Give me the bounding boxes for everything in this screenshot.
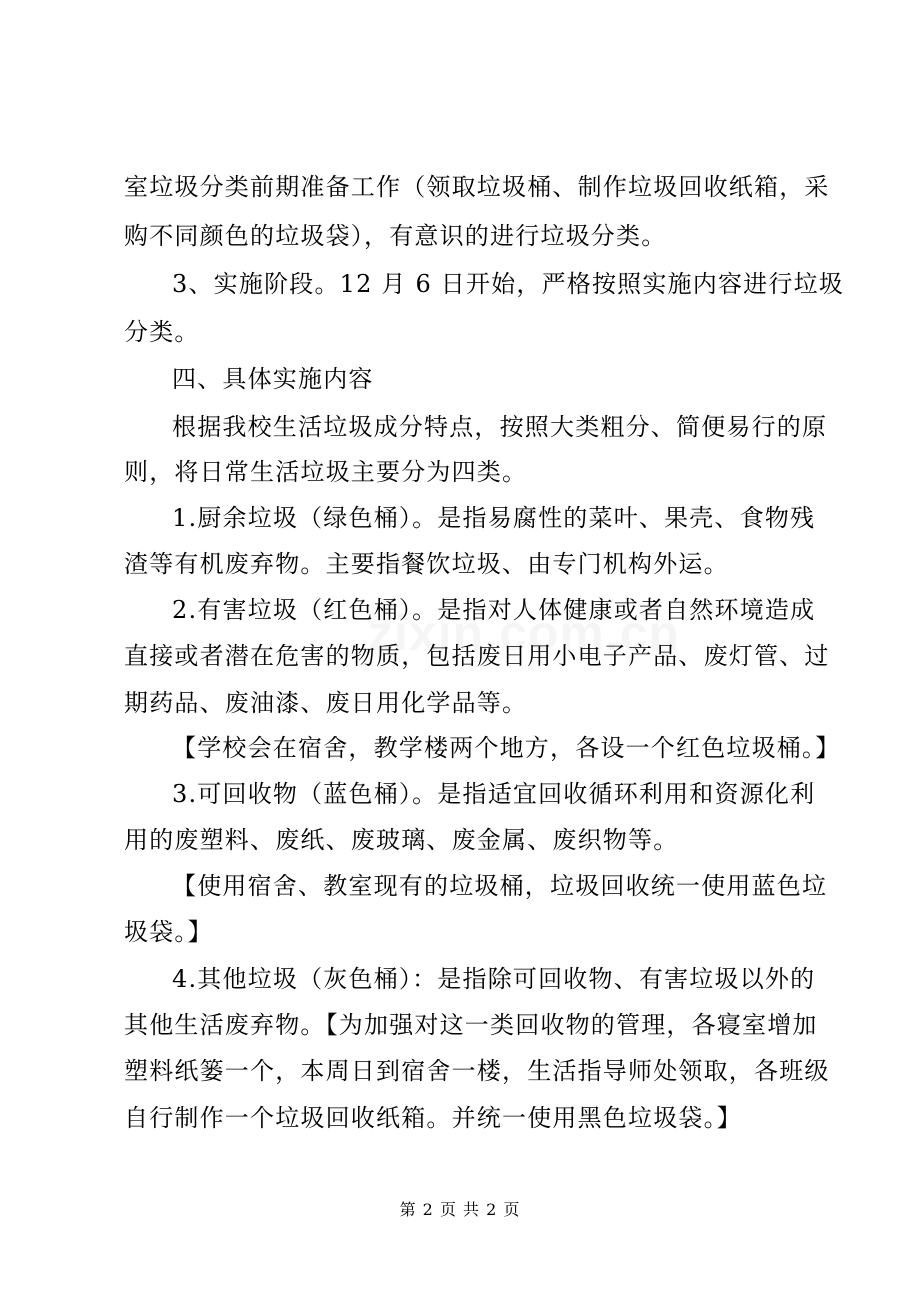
paragraph-line: 分类。 <box>124 318 200 346</box>
paragraph-line: 根据我校生活垃圾成分特点，按照大类粗分、简便易行的原 <box>172 413 828 441</box>
paragraph-line: 【使用宿舍、教室现有的垃圾桶，垃圾回收统一使用蓝色垃 <box>172 872 828 900</box>
paragraph-line: 2.有害垃圾（红色桶）。是指对人体健康或者自然环境造成 <box>172 596 816 624</box>
paragraph-line: 3、实施阶段。12 月 6 日开始，严格按照实施内容进行垃圾 <box>172 270 844 298</box>
paragraph-line: 则，将日常生活垃圾主要分为四类。 <box>124 458 528 486</box>
section-heading: 四、具体实施内容 <box>172 365 374 393</box>
paragraph-line: 其他生活废弃物。【为加强对这一类回收物的管理，各寝室增加 <box>124 1011 818 1039</box>
paragraph-line: 圾袋。】 <box>124 918 213 946</box>
paragraph-line: 塑料纸篓一个，本周日到宿舍一楼，生活指导师处领取，各班级 <box>124 1057 830 1085</box>
paragraph-line: 自行制作一个垃圾回收纸箱。并统一使用黑色垃圾袋。】 <box>124 1104 742 1132</box>
paragraph-line: 用的废塑料、废纸、废玻璃、废金属、废织物等。 <box>124 826 679 854</box>
paragraph-line: 渣等有机废弃物。主要指餐饮垃圾、由专门机构外运。 <box>124 550 729 578</box>
paragraph-line: 4.其他垃圾（灰色桶）：是指除可回收物、有害垃圾以外的 <box>172 965 816 993</box>
paragraph-line: 直接或者潜在危害的物质，包括废日用小电子产品、废灯管、过 <box>124 642 830 670</box>
page-footer: 第 2 页 共 2 页 <box>399 1200 521 1219</box>
paragraph-line: 室垃圾分类前期准备工作（领取垃圾桶、制作垃圾回收纸箱，采 <box>124 173 830 201</box>
paragraph-line: 1.厨余垃圾（绿色桶）。是指易腐性的菜叶、果壳、食物残 <box>172 504 816 532</box>
paragraph-line: 【学校会在宿舍，教学楼两个地方，各设一个红色垃圾桶。】 <box>172 734 841 762</box>
paragraph-line: 购不同颜色的垃圾袋），有意识的进行垃圾分类。 <box>124 222 667 250</box>
paragraph-line: 3.可回收物（蓝色桶）。是指适宜回收循环利用和资源化利 <box>172 780 816 808</box>
paragraph-line: 期药品、废油漆、废日用化学品等。 <box>124 689 528 717</box>
